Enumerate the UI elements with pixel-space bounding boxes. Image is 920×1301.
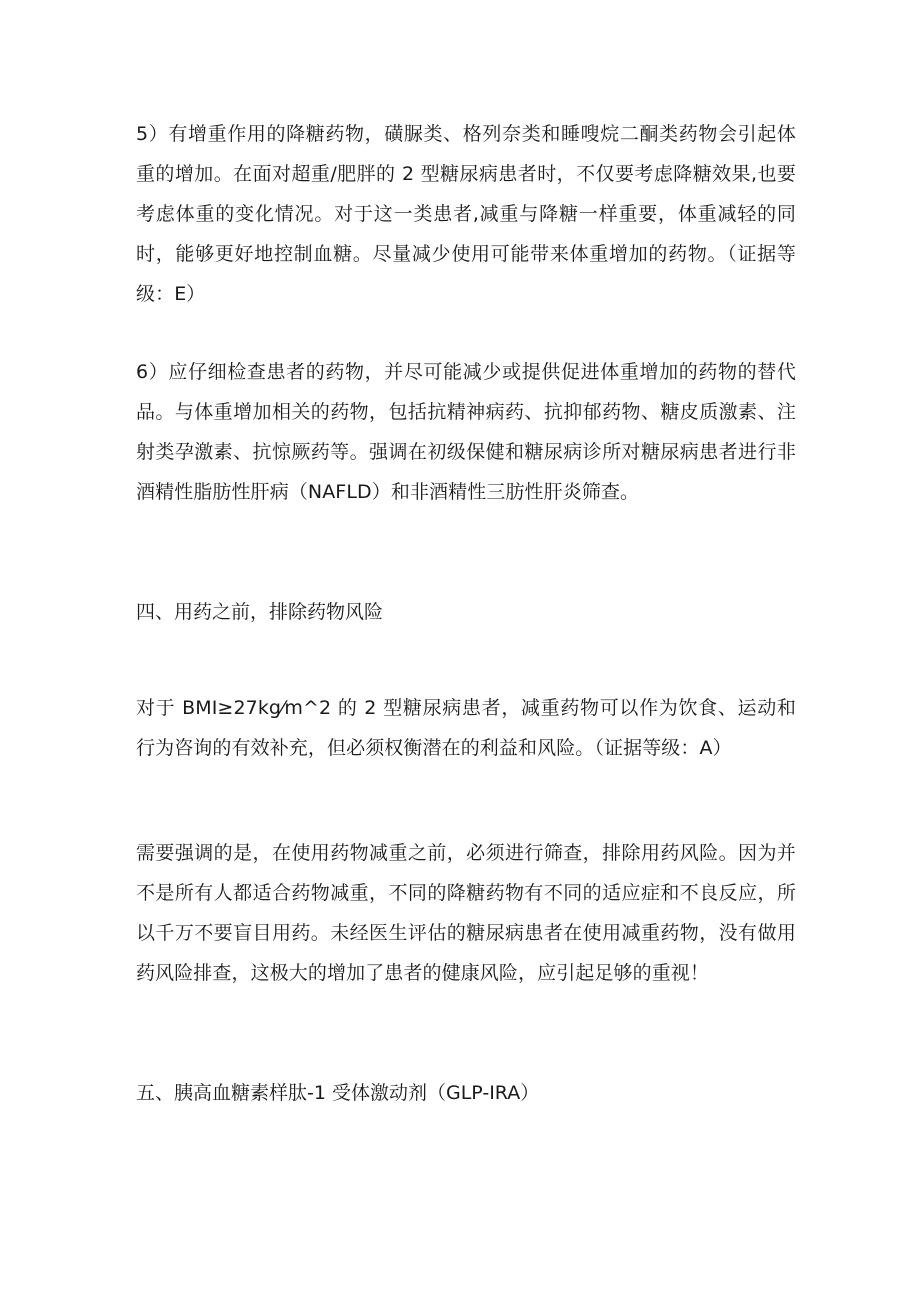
section-heading-5: 五、胰高血糖素样肽-1 受体激动剂（GLP-IRA） [136, 1082, 540, 1104]
paragraph-item-5: 5）有增重作用的降糖药物，磺脲类、格列奈类和睡嗖烷二酮类药物会引起体重的增加。在面对超重/肥胖的 2 型糖尿病患者时，不仅要考虑降糖效果,也要考虑体重的变化情况。对于这一类患者,减重与降糖一样重要，体重减轻的同时，能够更好地控制血糖。尽量减少使用可能带来体重增加的药物。（证据等级：E） [136, 123, 796, 305]
section-heading-4: 四、用药之前，排除药物风险 [136, 601, 384, 623]
paragraph-warning: 需要强调的是，在使用药物减重之前，必须进行筛查，排除用药风险。因为并不是所有人都适合药物减重，不同的降糖药物有不同的适应症和不良反应，所以千万不要盲目用药。未经医生评估的糖尿病患者在使用减重药物，没有做用药风险排查，这极大的增加了患者的健康风险，应引起足够的重视！ [136, 842, 796, 984]
paragraph-item-6: 6）应仔细检查患者的药物，并尽可能减少或提供促进体重增加的药物的替代品。与体重增加相关的药物，包括抗精神病药、抗抑郁药物、糖皮质激素、注射类孕激素、抗惊厥药等。强调在初级保健和糖尿病诊所对糖尿病患者进行非酒精性脂肪性肝病（NAFLD）和非酒精性三肪性肝炎筛查。 [136, 361, 796, 503]
paragraph-bmi: 对于 BMI≥27kg⁄m^2 的 2 型糖尿病患者，减重药物可以作为饮食、运动和行为咨询的有效补充，但必须权衡潜在的利益和风险。（证据等级：A） [136, 697, 796, 759]
